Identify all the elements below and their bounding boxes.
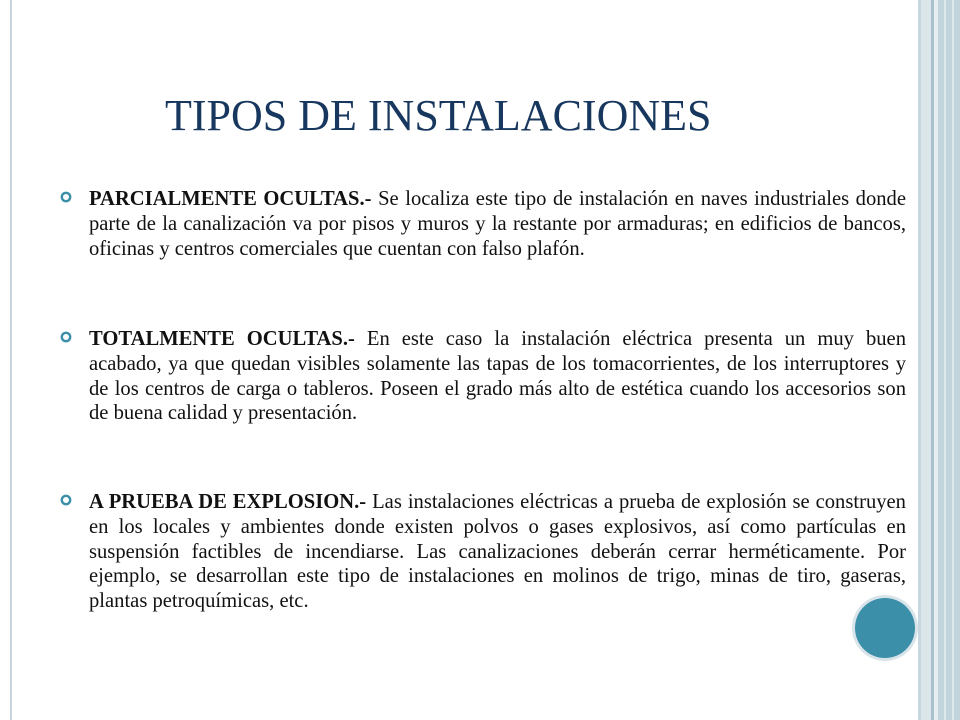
frame-left-line — [10, 0, 12, 720]
decor-stripe — [938, 0, 960, 720]
decor-stripe — [952, 0, 954, 720]
ring-bullet-icon — [60, 494, 72, 506]
bullet-item-parcialmente — [60, 187, 910, 261]
bullet-term: TOTALMENTE OCULTAS.- — [89, 328, 355, 350]
decor-stripe — [944, 0, 946, 720]
slide-title: TIPOS DE INSTALACIONES — [165, 91, 712, 140]
bullet-term: PARCIALMENTE OCULTAS.- — [89, 188, 372, 210]
bullet-text — [89, 490, 906, 614]
bullet-text — [89, 327, 906, 426]
bullet-description: Se localiza este tipo de instalación en naves industriales donde parte de la canalización va por pisos y muros y la restante por armaduras; en edificios de bancos, oficinas y centros comerciales que cuentan con falso plafón. — [89, 188, 906, 260]
bullet-description: Las instalaciones eléctricas a prueba de explosión se construyen en los locales y ambientes donde existen polvos o gases explosivos, así como partículas en suspensión factibles de incendiarse. Las canalizaciones deberán cerrar herméticamente. Por ejemplo, se desarrollan este tipo de instalaciones en molinos de trigo, minas de tiro, gaseras, plantas petroquímicas, etc. — [89, 491, 906, 613]
bullet-item-explosion — [60, 490, 910, 614]
ring-bullet-icon — [60, 331, 72, 343]
bullet-text — [89, 187, 906, 261]
decor-stripe — [921, 0, 931, 720]
bullet-term: A PRUEBA DE EXPLOSION.- — [89, 491, 367, 513]
ring-bullet-icon — [60, 191, 72, 203]
bullet-item-totalmente — [60, 327, 910, 426]
bullet-description: En este caso la instalación eléctrica presenta un muy buen acabado, ya que quedan visibles solamente las tapas de los tomacorrientes, de los interruptores y de los centros de carga o tableros. Poseen el grado más alto de estética cuando los accesorios son de buena calidad y presentación. — [89, 328, 906, 425]
